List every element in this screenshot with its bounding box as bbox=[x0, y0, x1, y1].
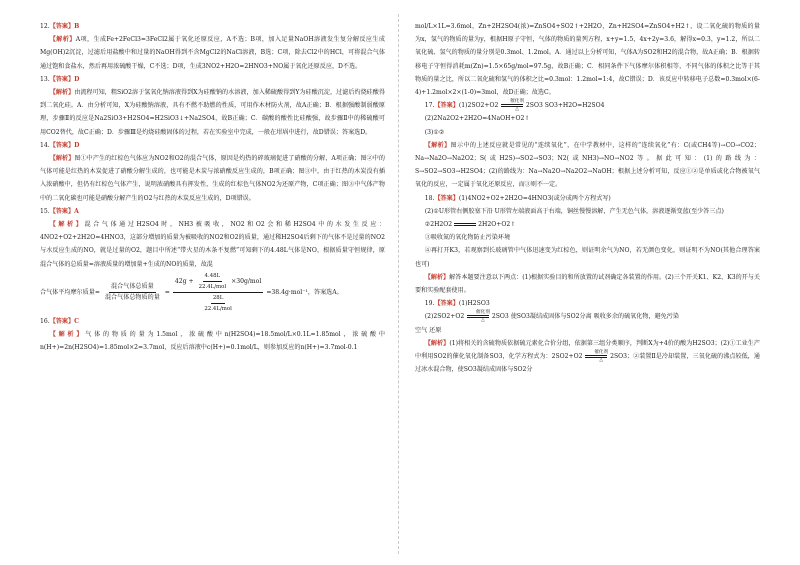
question-number: 16. bbox=[40, 317, 50, 325]
q18-analysis bbox=[415, 271, 760, 297]
question-number: 15. bbox=[40, 207, 50, 215]
q16-analysis bbox=[40, 328, 385, 354]
q13-analysis bbox=[40, 86, 385, 139]
q16-analysis-continued: mol/L×1L=3.6mol，Zn+2H2SO4(浓)=ZnSO4+SO2↑+2H2O，Zn+H2SO4=ZnSO4+H2↑，设二氧化硫的物质的量为x，氢气的物质的量为y，根据H原子守恒，气体的物质的量列方程，x+y=1.5，4x+2y=3.6，解得x=0.3，y=1.2，所以二氧化硫、氢气的物质的量分别是0.3mol、1.2mol。A．通过以上分析可知，气体A为SO2和H2的混合物，故A正确；B．根据转移电子守恒得消耗m(Zn)=1.5×65g/mol=97.5g，故B正确；C．相同条件下气体摩尔体积相等，不同气体的体积之比等于其物质的量之比，所以二氧化硫和氢气的体积之比=0.3mol：1.2mol=1:4，故C错误；D．该反应中转移电子总数=0.3mol×(6-4)+1.2mol×2×(1-0)=3mol，故D正确；故选C。 bbox=[415, 23, 760, 97]
numerator-term: 42g + bbox=[174, 277, 194, 285]
answer-tag: 【答案】B bbox=[49, 23, 80, 30]
q16-answer-line bbox=[40, 315, 385, 328]
q12-analysis bbox=[40, 33, 385, 73]
catalyst-condition bbox=[466, 310, 490, 323]
analysis-text: 2SO3；②装置Ⅱ是冷却装置，三氧化硫的沸点较低，通过冰水混合物，使SO3凝结成固体与SO2分 bbox=[415, 353, 760, 374]
answer-part: (1)4NO2+O2+2H2O=4HNO3(或分成两个方程式写) bbox=[458, 194, 611, 202]
inner-fraction bbox=[197, 271, 228, 292]
fraction-denominator: 混合气体总物质的量 bbox=[104, 294, 160, 302]
left-column bbox=[40, 20, 385, 354]
q13-answer-line bbox=[40, 73, 385, 86]
heat-symbol: △ bbox=[481, 318, 485, 324]
analysis-tag: 【解析】 bbox=[49, 36, 76, 44]
answer-part: 使SO3凝结成固体与SO2分离 吸收多余的硫氧化物，避免污染 bbox=[510, 313, 679, 321]
right-column bbox=[415, 20, 760, 376]
answer-tag: 【答案】C bbox=[49, 317, 79, 325]
analysis-text: 图①中产生的红棕色气体应为NO2和O2的混合气体，原因是灼热的碎玻璃促进了硝酸的分解，A项正确；图②中的气体可能是红热的木炭促进了硝酸分解生成的，也可能是木炭与浓硝酸反应生成的，B项正确；图③中，由于红热的木炭没有插入浓硝酸中，但仍有红棕色气体产生，说明浓硝酸具有挥发性，生成的红棕色气体NO2为还原产物，C项正确；图③中气体产物中的二氧化碳也可能是硝酸分解产生的O2与红热的木炭反应生成的，D项错误。 bbox=[40, 155, 386, 202]
inner-numerator: 28L bbox=[211, 293, 225, 304]
answer-part: 2SO3 bbox=[491, 313, 509, 321]
analysis-text: 混合气体通过H2SO4时，NH3被吸收，NO2和O2会和稀H2SO4中的水发生反应：4NO2+O2+2H2O=4HNO3，这部分增加的质量为被吸收的NO2和O2的质量，通过稀H2SO4后剩下的气体不是过量的NO2与水反应生成的NO，就是过量的O2，题目中所述“带火星的木条不复燃”可知剩下的4.48L气体是NO，根据质量守恒规律，原混合气体的总质量=溶液质量的增加量+生成的NO的质量，故混 bbox=[40, 221, 386, 268]
q17-answer-2: (2)2Na2O2+2H2O=4NaOH+O2↑ bbox=[424, 115, 530, 123]
numerator-term: ×30g/mol bbox=[231, 277, 262, 285]
catalyst-label: 催化剂 bbox=[476, 310, 490, 316]
catalyst-condition bbox=[585, 350, 609, 363]
answer-tag: 【答案】A bbox=[49, 207, 79, 215]
fraction-numerator bbox=[173, 271, 263, 293]
answer-tag: 【答案】 bbox=[434, 194, 459, 202]
q15-answer-line bbox=[40, 205, 385, 218]
analysis-text: 解答本题要注意以下两点：(1)根据实验目的和所放置的试剂确定各装置的作用。(2)三个开关K1、K2、K3的开与关要和实验配套使用。 bbox=[415, 273, 760, 295]
answer-tag: 【答案】D bbox=[49, 141, 80, 149]
question-number: 17. bbox=[424, 102, 435, 110]
molar-mass-formula bbox=[40, 271, 385, 315]
answer-part: (1)2SO2+O2 bbox=[458, 102, 499, 110]
answer-part: 2SO3 SO3+H2O=H2SO4 bbox=[525, 102, 605, 110]
analysis-text: 气体的物质的量为1.5mol，浓硫酸中n(H2SO4)=18.5mol/L×0.1L=1.85mol，浓硫酸中n(H+)=2n(H2SO4)=1.85mol×2=3.7mol，反应后溶液中c(H+)=0.1mol/L，则参加反应的n(H+)=3.7mol-0.1 bbox=[40, 331, 386, 352]
question-number: 12. bbox=[40, 23, 50, 30]
q17-analysis bbox=[415, 139, 760, 192]
answer-tag: 【答案】 bbox=[434, 300, 459, 308]
q19-answer-line bbox=[415, 297, 760, 310]
answer-part: ②2H2O2 bbox=[424, 221, 453, 229]
analysis-tag: 【解析】 bbox=[49, 89, 75, 97]
formula-fraction-2 bbox=[173, 271, 263, 314]
inner-denominator: 22.4L/mol bbox=[198, 284, 227, 291]
catalyst-condition bbox=[500, 99, 524, 112]
inner-numerator: 4.48L bbox=[203, 271, 223, 282]
analysis-text: 由流程可知，粗SiO2溶于氢氧化钠溶液得到X为硅酸钠的水溶液，加入稀硫酸得到Y为硅酸沉淀，过滤后灼烧硅酸得到二氧化硅。A．由分析可知，X为硅酸钠溶液，具有不燃不助燃的性质，可用作木材防火剂，故A正确；B．根据强酸制弱酸原理，步骤Ⅱ的反应是Na2SiO3+H2SO4=H2SiO3↓+Na2SO4，故B正确；C．碳酸的酸性比硅酸强，故步骤Ⅱ中的稀硫酸可用CO2替代，故C正确；D．步骤Ⅲ是灼烧硅酸固体的过程，若在实验室中完成，一般在坩埚中进行，故D错误；答案选D。 bbox=[40, 89, 386, 136]
fraction-denominator bbox=[197, 293, 238, 314]
q17-answer-3: (3)①② bbox=[424, 128, 445, 136]
analysis-tag: 【解析】 bbox=[49, 221, 85, 229]
decomposition-arrow bbox=[454, 223, 476, 226]
fraction-numerator: 混合气体总质量 bbox=[109, 282, 156, 293]
formula-fraction-1 bbox=[103, 282, 162, 303]
analysis-text: A项，生成Fe+2FeCl3=3FeCl2属于氧化还原反应，A不选；B项，加入足量NaOH溶液发生复分解反应生成Mg(OH)2沉淀，过滤后用盐酸中和过量的NaOH得到不含MgCl2的NaCl溶液，B选；C项，除去Cl2中的HCl，可将混合气体通过饱和食盐水，然后再用浓硫酸干燥，C不选；D项，生成3NO2+H2O=2HNO3+NO属于氧化还原反应，D不选。 bbox=[40, 36, 385, 70]
analysis-tag: 【解析】 bbox=[424, 141, 451, 149]
answer-tag: 【答案】D bbox=[49, 75, 80, 83]
question-number: 19. bbox=[424, 300, 435, 308]
answer-part: (2)2SO2+O2 bbox=[424, 313, 465, 321]
formula-tail: =38.4g·mol⁻¹，答案选A。 bbox=[266, 289, 343, 297]
formula-lead: 合气体平均摩尔质量= bbox=[40, 289, 100, 297]
analysis-tag: 【解析】 bbox=[424, 273, 450, 281]
answer-part: 2H2O+O2↑ bbox=[478, 221, 516, 229]
catalyst-label: 催化剂 bbox=[510, 99, 524, 105]
q14-answer-line bbox=[40, 139, 385, 152]
q18-answer-2: (2)①U形管右侧胶塞下沿 U形管左端液面高于右端，铜丝慢慢溶解，产生无色气体，溶液逐渐变蓝(至少答三点) bbox=[424, 207, 724, 215]
inner-denominator: 22.4L/mol bbox=[204, 306, 232, 313]
question-number: 18. bbox=[424, 194, 435, 202]
q19-answer-2-continued: 空气 还原 bbox=[415, 326, 442, 334]
column-divider bbox=[398, 14, 399, 554]
question-number: 13. bbox=[40, 75, 50, 83]
q18-answer-3 bbox=[415, 218, 760, 231]
q17-answer-line bbox=[415, 99, 760, 112]
q18-answer-5: ④再打开K3，若观察到长玻璃管中气体迅速变为红棕色，则证明余气为NO，若无颜色变化，则证明不为NO(其他合理答案也可) bbox=[415, 247, 760, 268]
question-number: 14. bbox=[40, 141, 50, 149]
q19-answer-2 bbox=[415, 310, 760, 323]
analysis-tag: 【解析】 bbox=[49, 331, 86, 339]
analysis-text: 图示中的上述反应就是常见的“连续氧化”，在中学教材中，这样的“连续氧化”有：C(或CH4等)→CO→CO2；Na→Na2O→Na2O2；S(或H2S)→SO2→SO3；N2(或NH3)→NO→NO2等。据此可知：(1)的路线为：S→SO2→SO3→H2SO4；(2)的路线为：Na→Na2O→Na2O2→NaOH；根据上述分析可知，反应①②是单质或化合物被氧气氧化的反应，一定属于氧化还原反应，而③则不一定。 bbox=[415, 141, 761, 189]
q14-analysis bbox=[40, 152, 385, 205]
q15-analysis bbox=[40, 218, 385, 271]
equals-arrow bbox=[454, 223, 476, 226]
analysis-tag: 【解析】 bbox=[49, 155, 75, 163]
q18-answer-line bbox=[415, 192, 760, 205]
analysis-tag: 【解析】 bbox=[424, 339, 450, 347]
q18-answer-4: ③吸收氮的氧化物防止污染环境 bbox=[424, 234, 511, 242]
catalyst-label: 催化剂 bbox=[594, 350, 609, 356]
equals-sign: = bbox=[164, 289, 170, 297]
inner-fraction bbox=[202, 293, 233, 314]
heat-symbol: △ bbox=[599, 358, 603, 364]
q19-analysis bbox=[415, 337, 760, 377]
answer-tag: 【答案】 bbox=[434, 102, 459, 110]
analysis-text: (1)将相关的含硫物质依据硫元素化合价分组，依据第三组分类顺序，判断X为+4价的酸为H2SO3；(2)①工业生产中利用SO2的催化氧化制备SO3，化学方程式为：2SO2+O2 bbox=[415, 339, 761, 361]
q12-answer-line bbox=[40, 20, 385, 33]
answer-part: (1)H2SO3 bbox=[458, 300, 490, 308]
heat-symbol: △ bbox=[515, 107, 519, 113]
